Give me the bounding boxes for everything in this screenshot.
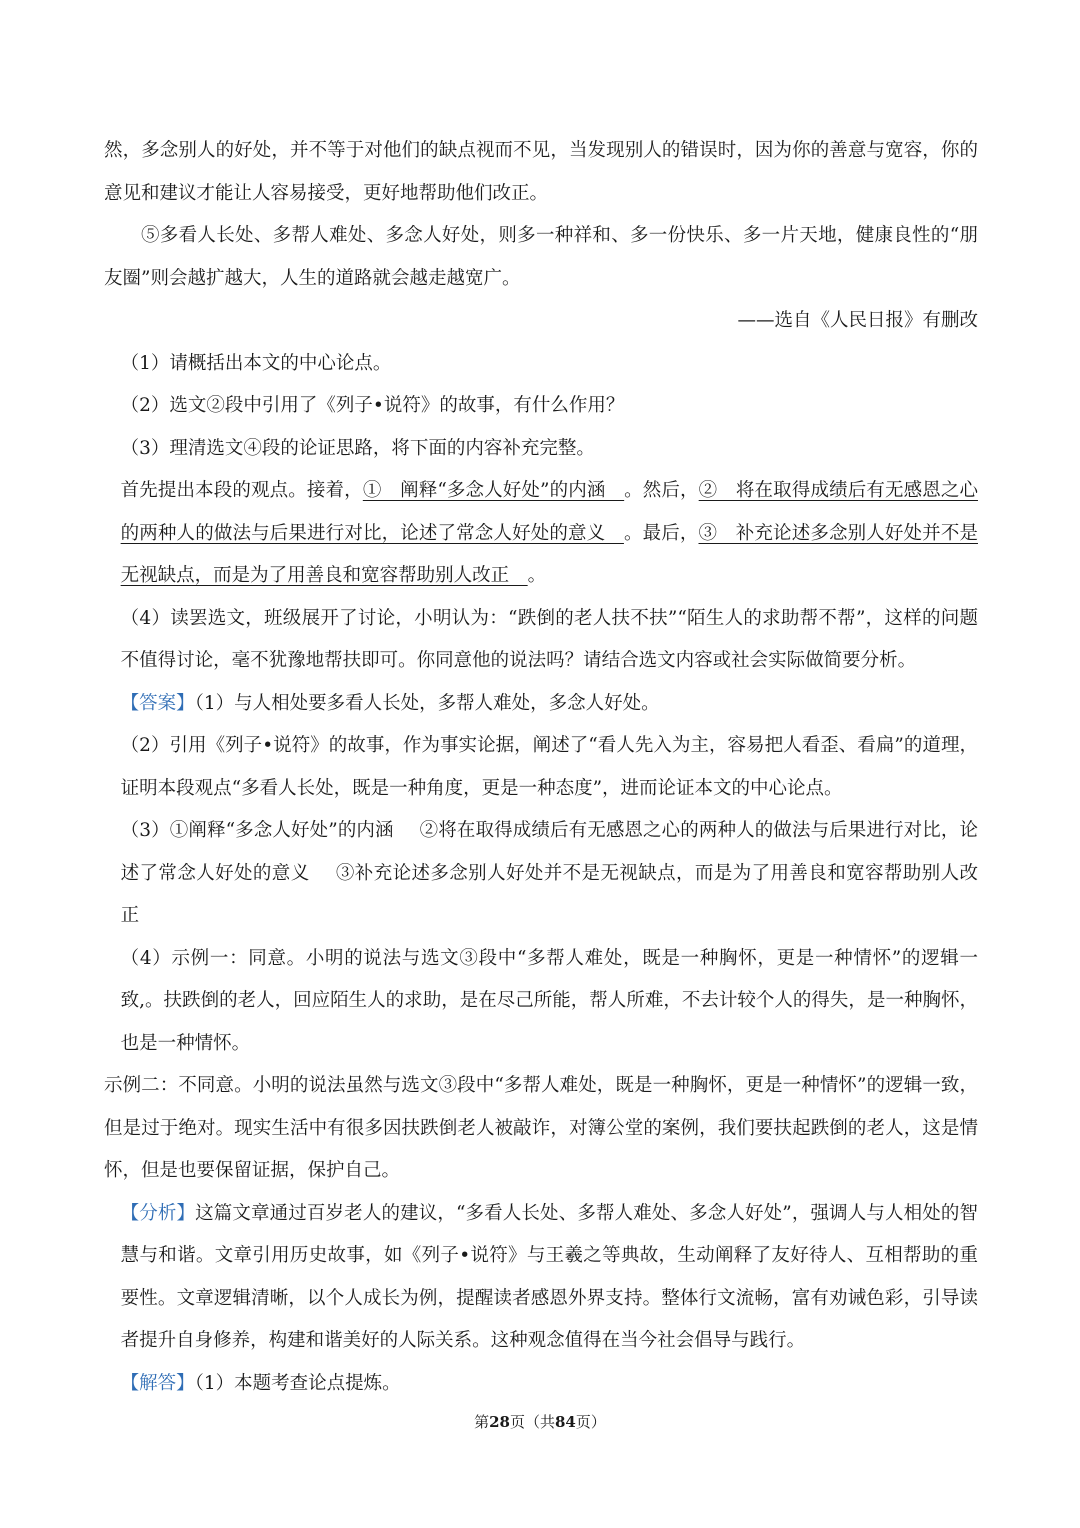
answer-2: （2）引用《列子•说符》的故事，作为事实论据，阐述了“看人先入为主，容易把人看歪、看扁”的道理，证明本段观点“多看人长处，既是一种角度，更是一种态度”，进而论证本文的中心论点。 [120, 735, 978, 799]
answer-3-part-3: ③补充论述多念别人好处并不是无视缺点，而是为了用善良和宽容帮助别人改正 [120, 862, 978, 926]
solution-text: （1）本题考查论点提炼。 [194, 1372, 401, 1394]
question-3-fill-in [104, 470, 978, 598]
fill-lead: 首先提出本段的观点。接着， [120, 480, 363, 501]
fill-blank-2: ② 将在取得成绩后有无感恩之心的两种人的做法与后果进行对比，论述了常念人好处的意义 [120, 480, 978, 544]
solution-tag: 【解答】 [120, 1372, 195, 1394]
fill-blank-3: ③ 补充论述多念别人好处并不是无视缺点，而是为了用善良和宽容帮助别人改正 [120, 522, 978, 586]
fill-end: 。 [527, 565, 547, 586]
analysis-text: 这篇文章通过百岁老人的建议，“多看人长处、多帮人难处、多念人好处”，强调人与人相处的智慧与和谐。文章引用历史故事，如《列子•说符》与王羲之等典故，生动阐释了友好待人、互相帮助的重要性。文章逻辑清晰，以个人成长为例，提醒读者感恩外界支持。整体行文流畅，富有劝诫色彩，引导读者提升自身修养，构建和谐美好的人际关系。这种观念值得在当今社会倡导与践行。 [120, 1202, 978, 1351]
fill-blank-1: ① 阐释“多念人好处”的内涵 [362, 480, 625, 501]
answer-4-example-1: （4）示例一：同意。小明的说法与选文③段中“多帮人难处，既是一种胸怀，更是一种情怀”的逻辑一致,。扶跌倒的老人，回应陌生人的求助，是在尽己所能，帮人所难，不去计较个人的得失，是一种胸怀，也是一种情怀。 [120, 947, 978, 1054]
question-4: （4）读罢选文，班级展开了讨论，小明认为：“跌倒的老人扶不扶”“陌生人的求助帮不帮”，这样的问题不值得讨论，毫不犹豫地帮扶即可。你同意他的说法吗？请结合选文内容或社会实际做简要分析。 [120, 607, 978, 671]
question-1: （1）请概括出本文的中心论点。 [120, 352, 392, 374]
answer-1 [104, 683, 978, 726]
analysis-tag: 【分析】 [120, 1202, 196, 1224]
answer-4-example-2: 示例二：不同意。小明的说法虽然与选文③段中“多帮人难处，既是一种胸怀，更是一种情怀”的逻辑一致，但是过于绝对。现实生活中有很多因扶跌倒老人被敲诈，对簿公堂的案例，我们要扶起跌倒的老人，这是情怀，但是也要保留证据，保护自己。 [104, 1075, 978, 1181]
body-paragraph-continuation: 然，多念别人的好处，并不等于对他们的缺点视而不见，当发现别人的错误时，因为你的善意与宽容，你的意见和建议才能让人容易接受，更好地帮助他们改正。 [104, 140, 978, 204]
source-attribution: ——选自《人民日报》有删改 [737, 310, 978, 331]
fill-mid-2: 。最后， [623, 522, 699, 544]
solution [104, 1363, 978, 1406]
answer-3-part-2: ②将在取得成绩后有无感恩之心的两种人的做法与后果进行对比，论述了常念人好处的意义 [120, 820, 978, 884]
footer-mid: 页（共 [509, 1413, 555, 1431]
current-page-number: 28 [489, 1413, 510, 1431]
question-3: （3）理清选文④段的论证思路，将下面的内容补充完整。 [120, 437, 595, 459]
analysis [104, 1193, 978, 1363]
question-2: （2）选文②段中引用了《列子•说符》的故事，有什么作用？ [120, 395, 625, 416]
body-paragraph-5: ⑤多看人长处、多帮人难处、多念人好处，则多一种祥和、多一份快乐、多一片天地，健康良性的“朋友圈”则会越扩越大，人生的道路就会越走越宽广。 [104, 225, 978, 289]
answer-tag: 【答案】 [120, 692, 195, 714]
footer-suffix: 页） [575, 1413, 606, 1431]
page-content [104, 130, 978, 1405]
answer-3-part-1: （3）①阐释“多念人好处”的内涵 [120, 820, 394, 841]
answer-1-text: （1）与人相处要多看人长处，多帮人难处，多念人好处。 [194, 692, 660, 714]
page-footer [0, 1411, 1080, 1432]
fill-mid-1: 。然后， [624, 480, 699, 501]
total-page-number: 84 [555, 1413, 576, 1431]
answer-3 [104, 810, 978, 938]
footer-prefix: 第 [474, 1413, 490, 1431]
